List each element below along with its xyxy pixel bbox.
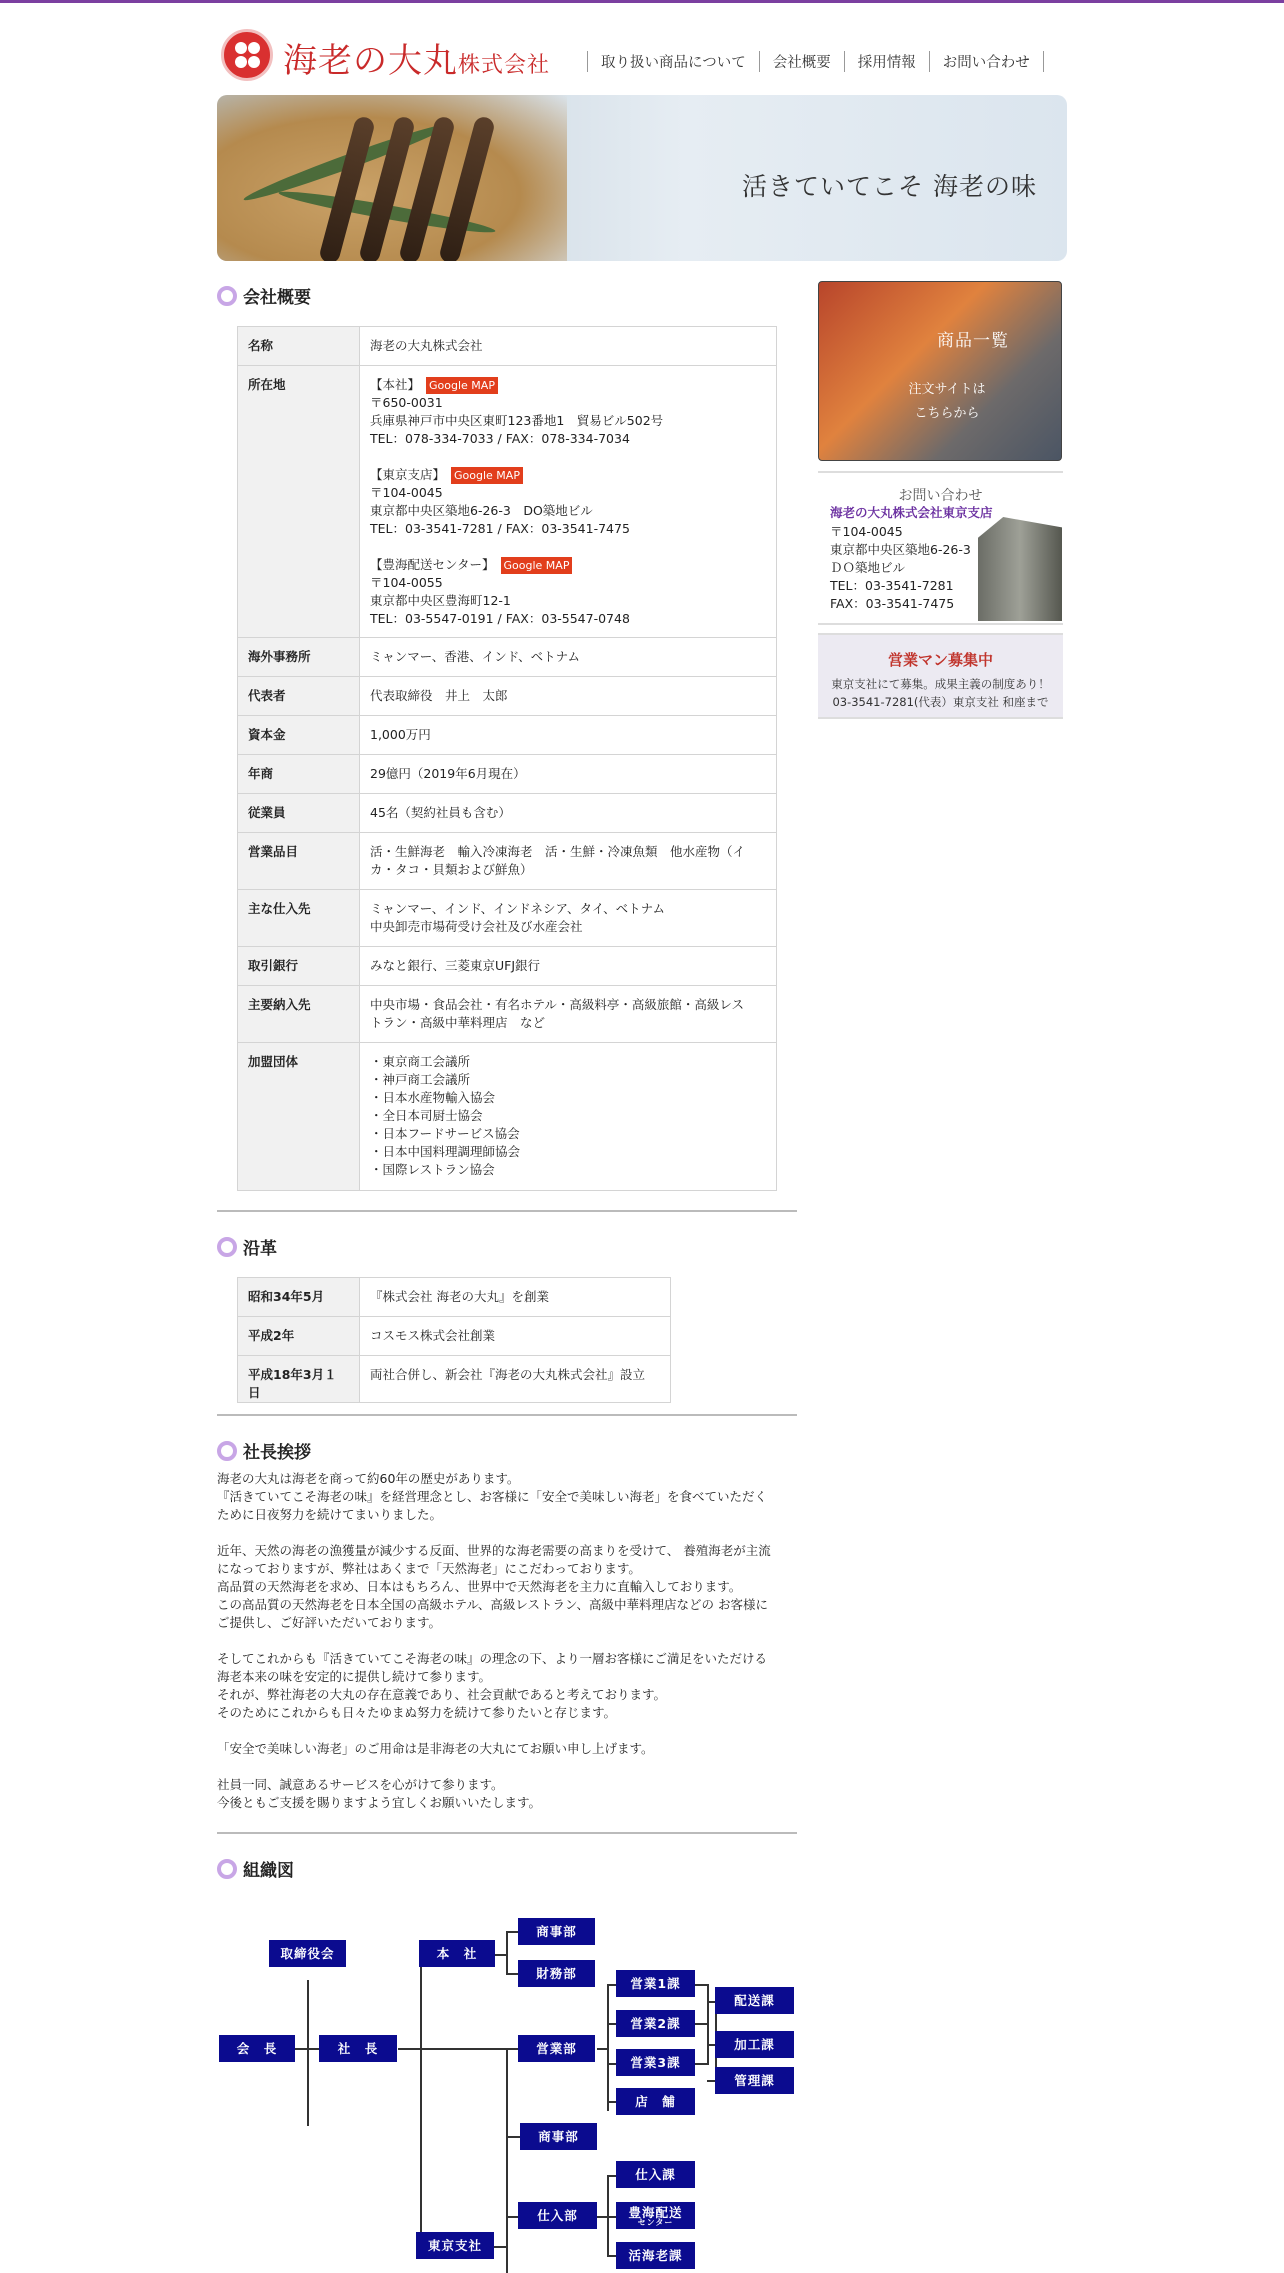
table-row: 所在地 【本社】 Google MAP 〒650-0031 兵庫県神戸市中央区東町123番地1 貿易ビル502号 TEL：078-334-7033 / FAX：078-334-7034 【東京支店】 Google MAP 〒104-0045 東京都中央区築地6-26-3 DO築地ビル TEL：03-3541-7281 / FAX：03-3541-7475 【豊海配送センター】 Google MAP 〒104-0055 東京都中央区豊海町12-1 TEL：03-5547-0191 / FAX：03-5547-0748 [238, 366, 777, 638]
ring-bullet-icon [217, 1441, 237, 1461]
org-store: 店 舗 [616, 2088, 695, 2115]
org-president: 社 長 [319, 2035, 397, 2062]
org-trading: 商事部 [518, 1918, 595, 1945]
section-heading-company: 会社概要 [217, 283, 311, 308]
logo-text: 海老の大丸株式会社 [283, 41, 551, 81]
org-purchasing: 仕入部 [518, 2202, 597, 2229]
section-heading-org: 組織図 [217, 1856, 294, 1881]
org-sales2: 営業2課 [616, 2010, 695, 2037]
org-processing: 加工課 [715, 2031, 794, 2058]
section-heading-greeting: 社長挨拶 [217, 1438, 311, 1463]
recruit-box[interactable]: 営業マン募集中 東京支社にて募集。成果主義の制度あり！ 03-3541-7281(代表）東京支社 和座まで [818, 633, 1063, 719]
hero-catchphrase: 活きていてこそ 海老の味 [742, 172, 1037, 201]
org-delivery: 配送課 [715, 1987, 794, 2014]
org-purchase-section: 仕入課 [616, 2161, 695, 2188]
nav-recruit[interactable]: 採用情報 [844, 51, 929, 72]
table-row: 主要納入先 中央市場・食品会社・有名ホテル・高級料亭・高級旅館・高級レス トラン・高級中華料理店 など [238, 986, 777, 1043]
org-sales1: 営業1課 [616, 1970, 695, 1997]
table-row: 資本金 1,000万円 [238, 716, 777, 755]
nav-company[interactable]: 会社概要 [759, 51, 844, 72]
building-image [978, 517, 1062, 621]
divider [217, 1414, 797, 1416]
org-management: 管理課 [715, 2067, 794, 2094]
google-map-link[interactable]: Google MAP [451, 467, 523, 484]
org-chart [217, 1893, 797, 2273]
ring-bullet-icon [217, 1859, 237, 1879]
table-row: 取引銀行 みなと銀行、三菱東京UFJ銀行 [238, 947, 777, 986]
org-toyomi: 豊海配送 センター [616, 2202, 695, 2229]
org-sales: 営業部 [518, 2035, 595, 2062]
divider [217, 1832, 797, 1834]
table-row: 加盟団体 ・東京商工会議所 ・神戸商工会議所 ・日本水産物輸入協会 ・全日本司厨士協会 ・日本フードサービス協会 ・日本中国料理調理師協会 ・国際レストラン協会 [238, 1043, 777, 1191]
table-row: 名称 海老の大丸株式会社 [238, 327, 777, 366]
google-map-link[interactable]: Google MAP [501, 557, 573, 574]
org-finance: 財務部 [518, 1960, 595, 1987]
table-row: 平成18年3月１日 両社合併し、新会社『海老の大丸株式会社』設立 [238, 1356, 671, 1403]
ring-bullet-icon [217, 1237, 237, 1257]
org-chairman: 会 長 [219, 2035, 295, 2062]
history-table [237, 1277, 671, 1403]
nav-contact[interactable]: お問い合わせ [929, 51, 1044, 72]
table-row: 従業員 45名（契約社員も含む） [238, 794, 777, 833]
company-table [237, 326, 777, 1191]
ring-bullet-icon [217, 286, 237, 306]
org-board: 取締役会 [269, 1940, 346, 1967]
address-cell: 【本社】 Google MAP 〒650-0031 兵庫県神戸市中央区東町123番地1 貿易ビル502号 TEL：078-334-7033 / FAX：078-334-7034 【東京支店】 Google MAP 〒104-0045 東京都中央区築地6-26-3 DO築地ビル TEL：03-3541-7281 / FAX：03-3541-7475 【豊海配送センター】 Google MAP 〒104-0055 東京都中央区豊海町12-1 TEL：03-5547-0191 / FAX：03-5547-0748 [360, 366, 777, 638]
president-greeting: 海老の大丸は海老を商って約60年の歴史があります。 『活きていてこそ海老の味』を経営理念とし、お客様に「安全で美味しい海老」を食べていただく ために日夜努力を続けてまいりました。 近年、天然の海老の漁獲量が減少する反面、世界的な海老需要の高まりを受けて、 養殖海老が主流 になっておりますが、弊社はあくまで「天然海老」にこだわっております。 高品質の天然海老を求め、日本はもちろん、世界中で天然海老を主力に直輸入しております。 この高品質の天然海老を日本全国の高級ホテル、高級レストラン、高級中華料理店などの お客様に ご提供し、ご好評いただいております。 そしてこれからも『活きていてこそ海老の味』の理念の下、より一層お客様にご満足をいただける 海老本来の味を安定的に提供し続けて参ります。 それが、弊社海老の大丸の存在意義であり、社会貢献であると考えております。 そのためにこれからも日々たゆまぬ努力を続けて参りたいと存じます。 「安全で美味しい海老」のご用命は是非海老の大丸にてお願い申し上げます。 社員一同、誠意あるサービスを心がけて参ります。 今後ともご支援を賜りますよう宜しくお願いいたします。 [217, 1471, 771, 1810]
logo[interactable] [221, 27, 551, 83]
global-nav [587, 51, 1044, 72]
nav-products[interactable]: 取り扱い商品について [587, 51, 759, 72]
org-tokyo-trading: 商事部 [520, 2123, 597, 2150]
org-live-shrimp: 活海老課 [616, 2242, 695, 2269]
logo-emblem-icon [221, 29, 273, 81]
hero-banner [217, 95, 1067, 261]
table-row: 昭和34年5月 『株式会社 海老の大丸』を創業 [238, 1278, 671, 1317]
org-sales3: 営業3課 [616, 2049, 695, 2076]
product-list-banner[interactable]: 商品一覧 注文サイトは こちらから [818, 281, 1062, 461]
table-row: 海外事務所 ミャンマー、香港、インド、ベトナム [238, 638, 777, 677]
table-row: 年商 29億円（2019年6月現在） [238, 755, 777, 794]
org-tokyo-branch: 東京支社 [416, 2232, 494, 2259]
hero-shrimp-image [217, 95, 567, 261]
org-head-office: 本 社 [419, 1940, 495, 1967]
table-row: 代表者 代表取締役 井上 太郎 [238, 677, 777, 716]
google-map-link[interactable]: Google MAP [426, 377, 498, 394]
table-row: 営業品目 活・生鮮海老 輸入冷凍海老 活・生鮮・冷凍魚類 他水産物（イ カ・タコ・貝類および鮮魚） [238, 833, 777, 890]
table-row: 主な仕入先 ミャンマー、インド、インドネシア、タイ、ベトナム 中央卸売市場荷受け会社及び水産会社 [238, 890, 777, 947]
contact-box: お問い合わせ 海老の大丸株式会社東京支店 〒104-0045 東京都中央区築地6-26-3 ＤＯ築地ビル TEL：03-3541-7281 FAX：03-3541-7475 [818, 471, 1063, 625]
divider [217, 1210, 797, 1212]
table-row: 平成2年 コスモス株式会社創業 [238, 1317, 671, 1356]
section-heading-history: 沿革 [217, 1234, 277, 1259]
